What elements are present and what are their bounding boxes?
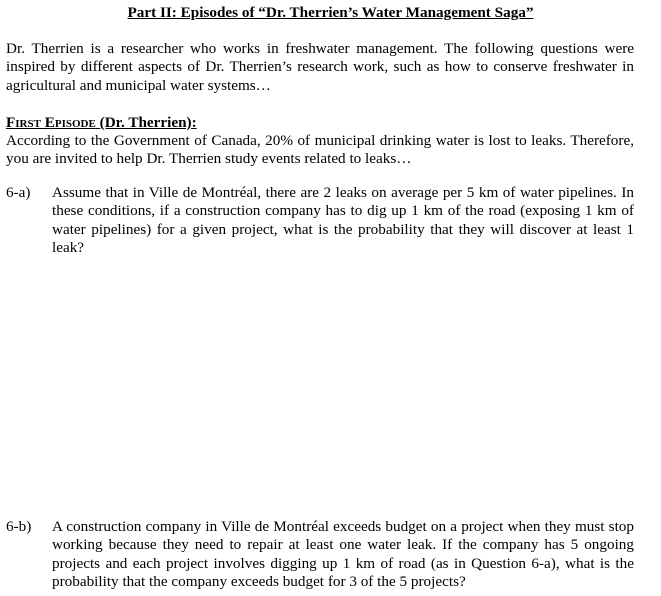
episode-text: According to the Government of Canada, 20% of municipal drinking water is lost to leaks. Therefore, you are invited to help Dr. Therrien study events related to leaks… [6,132,634,168]
episode-person: (Dr. Therrien): [99,114,197,131]
page-title: Part II: Episodes of “Dr. Therrien’s Water Management Saga” [127,4,534,21]
question-text: Assume that in Ville de Montréal, there are 2 leaks on average per 5 km of water pipelines. In these conditions, if a construction company has to dig up 1 km of the road (exposing 1 km of water pipelines) for a given project, what is the probability that they will discover at least 1 leak? [52,184,634,257]
episode-label: First Episode [6,114,96,131]
intro-paragraph: Dr. Therrien is a researcher who works in freshwater management. The following questions were inspired by different aspects of Dr. Therrien’s research work, such as how to conserve freshwater in agricultural and municipal water systems… [6,40,634,94]
question-6a [6,184,634,258]
question-number: 6-a) [6,184,31,201]
question-6b [6,518,634,592]
question-number: 6-b) [6,518,32,535]
question-text: A construction company in Ville de Montréal exceeds budget on a project when they must stop working because they need to repair at least one water leak. If the company has 5 ongoing projects and each project involves digging up 1 km of road (as in Question 6-a), what is the probability that the company exceeds budget for 3 of the 5 projects? [52,518,634,591]
episode-heading [6,114,197,132]
